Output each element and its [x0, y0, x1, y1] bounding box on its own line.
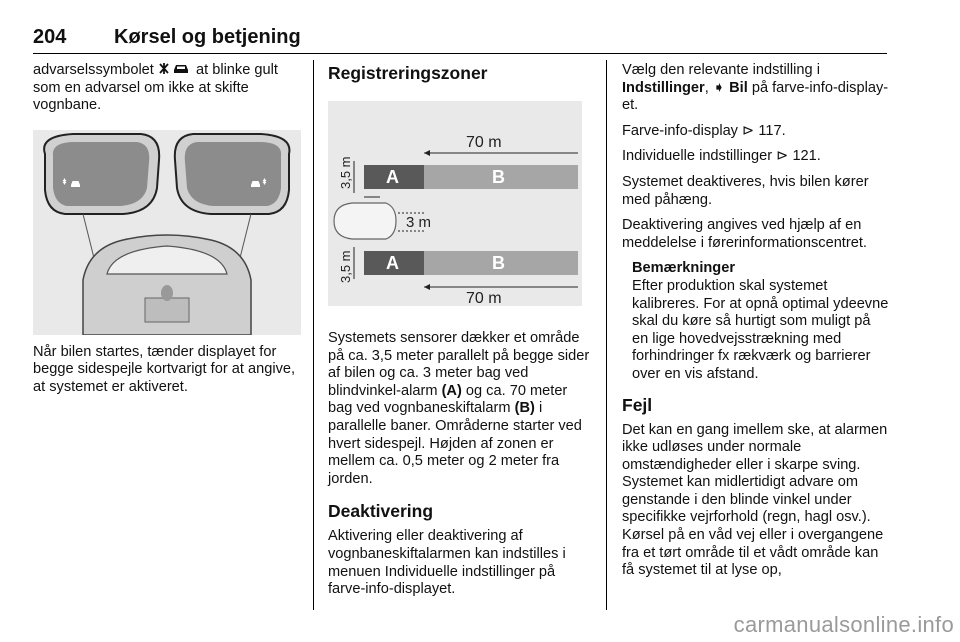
section-heading-deactivation: Deaktivering [328, 501, 434, 522]
deactivation-message-paragraph: Deaktivering angives ved hjælp af en meddelelse i førerinformationscentret. [622, 217, 867, 251]
column-3 [622, 62, 890, 588]
label-70m-top: 70 m [466, 134, 502, 151]
note-text: Efter produktion skal systemet kalibreres. For at opnå optimal ydeevne skal du køre så hurtigt som muligt på en lige hovedvejsstrækning med forhindringer fx rækværk og barrierer over en vis afstand. [632, 277, 889, 382]
zone-a-top-label: A [386, 167, 399, 187]
column-divider [313, 60, 314, 610]
column-divider [606, 60, 607, 610]
section-heading-zones: Registreringszoner [328, 63, 488, 83]
arrow-icon: ➧ [712, 79, 726, 96]
column-1 [33, 62, 301, 405]
car-top-view [334, 203, 396, 239]
zones-paragraph: Systemets sensorer dækker et område på ca. 3,5 meter parallelt på begge sider af bilen og ca. 3 meter bag ved blindvinkel-alarm (A) og ca. 70 meter bag ved vognbaneskiftalarm (B) i parallelle baner. Områderne starter ved hvert sidespejl. Højden af zonen er mellem ca. 0,5 meter og 2 meter fra jorden. [328, 330, 590, 487]
blind-spot-warning-icon [158, 62, 192, 75]
page-title: Kørsel og betjening [114, 26, 301, 48]
detection-zone-diagram [328, 101, 582, 306]
page-ref-icon: ⊳ [776, 148, 789, 165]
label-70m-bottom: 70 m [466, 290, 502, 306]
page-ref-icon: ⊳ [742, 122, 755, 139]
side-mirror-figure [33, 130, 301, 335]
page-number: 204 [33, 26, 67, 48]
note-title: Bemærkninger [632, 260, 735, 277]
label-35m-bottom: 3,5 m [338, 250, 353, 283]
label-3m: 3 m [406, 214, 432, 231]
watermark: carmanualsonline.info [733, 612, 954, 637]
ref-individual-settings: Individuelle indstillinger ⊳ 121. [622, 148, 821, 165]
trailer-paragraph: Systemet deaktiveres, hvis bilen kører med påhæng. [622, 173, 869, 208]
fault-paragraph: Det kan en gang imellem ske, at alarmen ikke udløses under normale omstændigheder eller i skarpe sving. Systemet kan midlertidigt advare om genstande i den blinde vinkel under specifikke vejrforhold (regn, hagl osv.). Kørsel på en våd vej eller i overgangene fra et tørt område til et vådt område kan få systemet til at lyse op, [622, 421, 888, 579]
ref-color-info: Farve-info-display ⊳ 117. [622, 122, 786, 139]
column-2 [328, 62, 594, 607]
zone-b-top-label: B [492, 167, 505, 187]
intro-paragraph: advarselssymbolet at blinke gult som en advarsel om ikke at skifte vognbane. [33, 62, 278, 114]
note-box [632, 260, 890, 383]
settings-paragraph: Vælg den relevante indstilling i Indstillinger, ➧ Bil på farve-info-displayet. [622, 62, 889, 114]
deactivation-paragraph: Aktivering eller deaktivering af vognbaneskiftalarmen kan indstilles i menuen Individuelle indstillinger på farve-info-displayet. [328, 528, 566, 598]
startup-paragraph: Når bilen startes, tænder displayet for begge sidespejle kortvarigt for at angive, at systemet er aktiveret. [33, 343, 296, 395]
zone-a-bottom-label: A [386, 253, 399, 273]
header-rule [33, 53, 887, 54]
label-35m-top: 3,5 m [338, 156, 353, 189]
zone-b-bottom-label: B [492, 253, 505, 273]
section-heading-fault: Fejl [622, 394, 653, 415]
